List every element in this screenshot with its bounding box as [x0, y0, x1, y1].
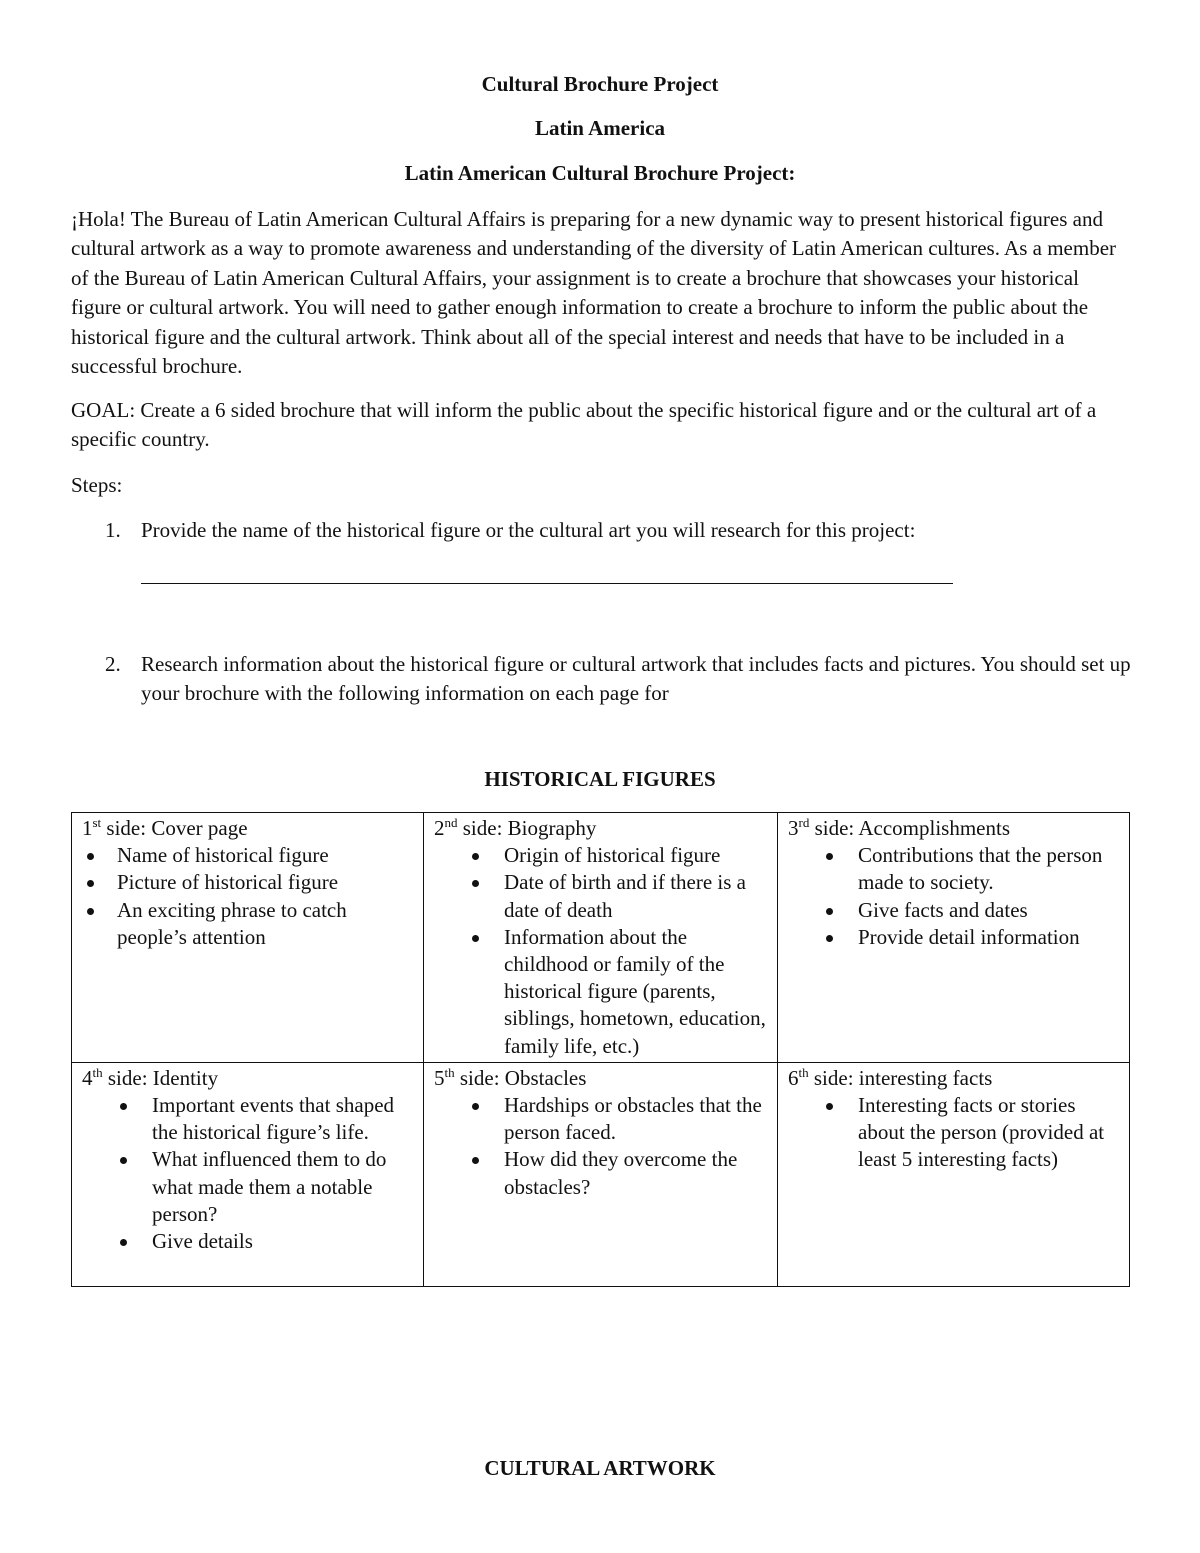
list-item: Origin of historical figure [434, 842, 769, 869]
bullet-icon [472, 1103, 479, 1110]
region-heading: Latin America [534, 116, 666, 140]
bullet-icon [120, 1157, 127, 1164]
step-number: 1. [105, 518, 121, 542]
side-bullet-list [434, 1092, 769, 1201]
list-item: How did they overcome the obstacles? [434, 1146, 769, 1200]
table-row [72, 1062, 1130, 1286]
bullet-icon [87, 908, 94, 915]
bullet-icon [826, 1103, 833, 1110]
list-item: Interesting facts or stories about the person (provided at least 5 interesting facts) [788, 1092, 1121, 1174]
table-row [72, 813, 1130, 1063]
step-text: Provide the name of the historical figure or the cultural art you will research for this project: [141, 518, 916, 542]
side-cell-6 [778, 1062, 1130, 1286]
bullet-icon [826, 908, 833, 915]
historical-figures-heading: HISTORICAL FIGURES [484, 767, 716, 791]
step-number: 2. [105, 652, 121, 676]
step-item [105, 516, 1135, 545]
side-cell-2 [424, 813, 778, 1063]
list-item: Information about the childhood or family of the historical figure (parents, siblings, hometown, education, family life, etc.) [434, 924, 769, 1060]
step-item [105, 650, 1135, 709]
bullet-icon [472, 935, 479, 942]
list-item: Date of birth and if there is a date of death [434, 869, 769, 923]
list-item: An exciting phrase to catch people’s attention [82, 897, 415, 951]
side-heading: 1st side: Cover page [82, 815, 248, 840]
side-bullet-list [434, 842, 769, 1060]
steps-label: Steps: [71, 473, 123, 497]
brochure-sides-table [71, 812, 1130, 1287]
bullet-icon [472, 880, 479, 887]
document-title: Cultural Brochure Project [481, 72, 719, 96]
bullet-icon [120, 1239, 127, 1246]
side-heading: 2nd side: Biography [434, 815, 597, 840]
bullet-icon [826, 935, 833, 942]
cultural-artwork-heading: CULTURAL ARTWORK [484, 1456, 716, 1480]
side-bullet-list [788, 842, 1121, 951]
bullet-icon [472, 1157, 479, 1164]
bullet-icon [826, 853, 833, 860]
list-item: Give details [82, 1228, 415, 1255]
side-bullet-list [82, 1092, 415, 1255]
side-cell-5 [424, 1062, 778, 1286]
side-cell-3 [778, 813, 1130, 1063]
side-cell-4 [72, 1062, 424, 1286]
bullet-icon [120, 1103, 127, 1110]
side-bullet-list [82, 842, 415, 951]
bullet-icon [472, 853, 479, 860]
step-text: Research information about the historical figure or cultural artwork that includes facts and pictures. You should set up your brochure with the following information on each page for [141, 652, 1131, 706]
project-heading: Latin American Cultural Brochure Project: [404, 161, 796, 185]
list-item: Provide detail information [788, 924, 1121, 951]
side-cell-1 [72, 813, 424, 1063]
list-item: What influenced them to do what made them a notable person? [82, 1146, 415, 1228]
list-item: Picture of historical figure [82, 869, 415, 896]
side-heading: 3rd side: Accomplishments [788, 815, 1010, 840]
intro-paragraph: ¡Hola! The Bureau of Latin American Cultural Affairs is preparing for a new dynamic way to present historical figures and cultural artwork as a way to promote awareness and understanding of the diversity of Latin American cultures. As a member of the Bureau of Latin American Cultural Affairs, your assignment is to create a brochure that showcases your historical figure or cultural artwork. You will need to gather enough information to create a brochure to inform the public about the historical figure and the cultural artwork. Think about all of the special interest and needs that have to be included in a successful brochure. [71, 207, 1117, 379]
list-item: Contributions that the person made to society. [788, 842, 1121, 896]
side-bullet-list [788, 1092, 1121, 1174]
bullet-icon [87, 853, 94, 860]
side-heading: 6th side: interesting facts [788, 1064, 993, 1090]
answer-blank-line[interactable] [141, 583, 953, 584]
goal-paragraph: GOAL: Create a 6 sided brochure that will inform the public about the specific historical figure and or the cultural art of a specific country. [71, 398, 1097, 452]
side-heading: 4th side: Identity [82, 1064, 219, 1090]
list-item: Give facts and dates [788, 897, 1121, 924]
list-item: Important events that shaped the historical figure’s life. [82, 1092, 415, 1146]
bullet-icon [87, 880, 94, 887]
list-item: Hardships or obstacles that the person faced. [434, 1092, 769, 1146]
side-heading: 5th side: Obstacles [434, 1064, 587, 1090]
list-item: Name of historical figure [82, 842, 415, 869]
